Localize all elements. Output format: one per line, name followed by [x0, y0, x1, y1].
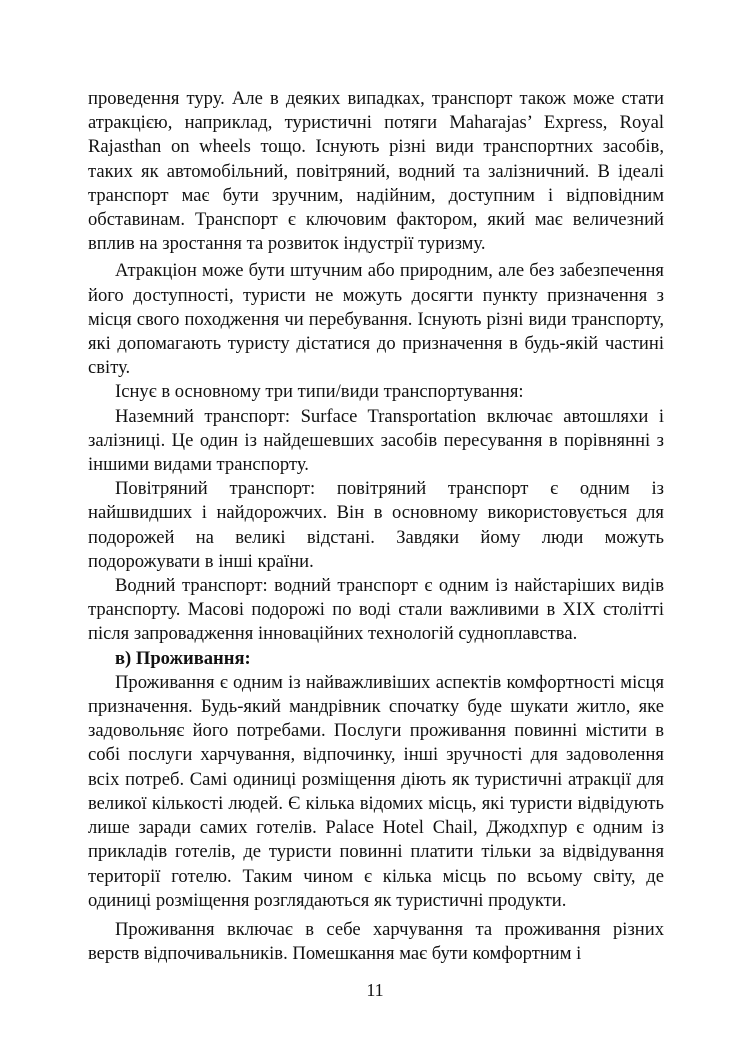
page-number: 11	[366, 980, 384, 1000]
paragraph-transport-intro: проведення туру. Але в деяких випадках, транспорт також може стати атракцією, наприклад, туристичні потяги Maharajas’ Express, Royal Rajasthan on wheels тощо. Існують різні види транспортних засобів, таких як автомобільний, повітряний, водний та залізничний. В ідеалі транспорт має бути зручним, надійним, доступним і відповідним обставинам. Транспорт є ключовим фактором, який має величезний вплив на зростання та розвиток індустрії туризму.	[88, 88, 664, 255]
paragraph-attraction: Атракціон може бути штучним або природним, але без забезпечення його доступності, туристи не можуть досягти пункту призначення з місця свого походження чи перебування. Існують різні види транспорту, які допомагають туристу дістатися до призначення в будь-якій частині світу.	[88, 260, 664, 379]
paragraph-surface-transport: Наземний транспорт: Surface Transportation включає автошляхи і залізниці. Це один із найдешевших засобів пересування в порівнянні з іншими видами транспорту.	[88, 405, 664, 476]
paragraph-water-transport: Водний транспорт: водний транспорт є одним із найстаріших видів транспорту. Масові подорожі по воді стали важливими в XIX столітті після запровадження інноваційних технологій судноплавства.	[88, 575, 664, 645]
paragraph-accommodation: Проживання є одним із найважливіших аспектів комфортності місця призначення. Будь-який мандрівник спочатку буде шукати житло, яке задовольняє його потребами. Послуги проживання повинні містити в собі послуги харчування, відпочинку, інші зручності для задоволення всіх потреб. Самі одиниці розміщення діють як туристичні атракції для великої кількості людей. Є кілька відомих місць, які туристи відвідують лише заради самих готелів. Palace Hotel Chail, Джодхпур є одним із прикладів готелів, де туристи повинні платити тільки за відвідування території готелю. Таким чином є кілька місць по всьому світу, де одиниці розміщення розглядаються як туристичні продукти.	[88, 671, 664, 911]
paragraph-transport-types: Існує в основному три типи/види транспортування:	[115, 381, 524, 403]
section-heading-accommodation: в) Проживання:	[115, 647, 251, 669]
paragraph-accommodation-includes: Проживання включає в себе харчування та проживання різних верств відпочивальників. Помешкання має бути комфортним і	[88, 918, 664, 965]
page-body	[88, 87, 664, 966]
paragraph-air-transport: Повітряний транспорт: повітряний транспорт є одним із найшвидших і найдорожчих. Він в основному використовується для подорожей на великі відстані. Завдяки йому люди можуть подорожувати в інші країни.	[88, 478, 664, 572]
